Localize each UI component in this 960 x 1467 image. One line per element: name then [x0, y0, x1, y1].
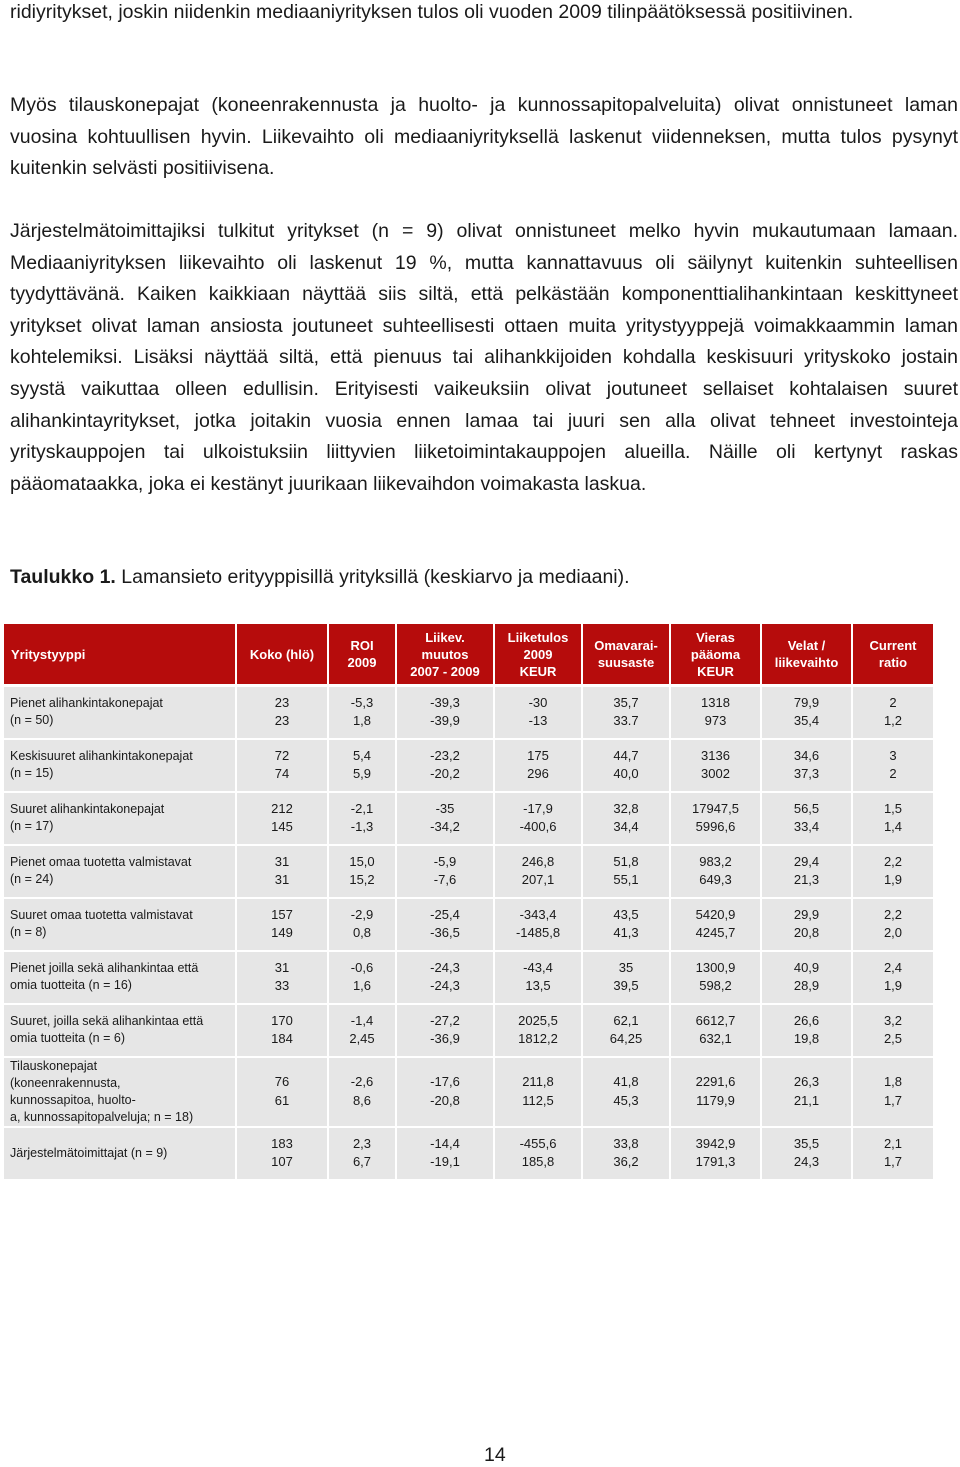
- value-cell: 15,0 15,2: [328, 845, 396, 898]
- company-type-cell: Tilauskonepajat (koneenrakennusta, kunnossapitoa, huolto- a, kunnossapitopalveluja; n = 18): [4, 1057, 236, 1127]
- value-cell: 3,2 2,5: [852, 1004, 934, 1057]
- results-table: [4, 624, 935, 1181]
- company-type-cell: Suuret, joilla sekä alihankintaa että omia tuotteita (n = 6): [4, 1004, 236, 1057]
- value-cell: 33,8 36,2: [582, 1127, 670, 1180]
- value-cell: 26,3 21,1: [761, 1057, 852, 1127]
- value-cell: 79,9 35,4: [761, 686, 852, 739]
- value-cell: -1,4 2,45: [328, 1004, 396, 1057]
- value-cell: 29,4 21,3: [761, 845, 852, 898]
- header-cell: Liikev. muutos 2007 - 2009: [396, 624, 494, 686]
- value-cell: -25,4 -36,5: [396, 898, 494, 951]
- value-cell: 31 31: [236, 845, 328, 898]
- value-cell: -2,1 -1,3: [328, 792, 396, 845]
- table-row: [4, 898, 934, 951]
- table-row: [4, 792, 934, 845]
- header-cell: Velat / liikevaihto: [761, 624, 852, 686]
- header-cell: Liiketulos 2009 KEUR: [494, 624, 582, 686]
- value-cell: 2291,6 1179,9: [670, 1057, 761, 1127]
- value-cell: -0,6 1,6: [328, 951, 396, 1004]
- value-cell: -14,4 -19,1: [396, 1127, 494, 1180]
- value-cell: 2,3 6,7: [328, 1127, 396, 1180]
- paragraph-2: Myös tilauskonepajat (koneenrakennusta ja huolto- ja kunnossapitopalveluita) olivat onnistuneet laman vuosina kohtuullisen hyvin. Liikevaihto oli mediaaniyrityksellä laskenut viidenneksen, mutta tulos pysynyt kuitenkin selvästi positiivisena.: [10, 94, 958, 180]
- value-cell: 35,5 24,3: [761, 1127, 852, 1180]
- value-cell: 62,1 64,25: [582, 1004, 670, 1057]
- value-cell: 44,7 40,0: [582, 739, 670, 792]
- header-cell: Koko (hlö): [236, 624, 328, 686]
- table-row: [4, 1004, 934, 1057]
- company-type-cell: Suuret omaa tuotetta valmistavat (n = 8): [4, 898, 236, 951]
- company-type-cell: Pienet joilla sekä alihankintaa että omia tuotteita (n = 16): [4, 951, 236, 1004]
- value-cell: 170 184: [236, 1004, 328, 1057]
- value-cell: 246,8 207,1: [494, 845, 582, 898]
- value-cell: 2025,5 1812,2: [494, 1004, 582, 1057]
- value-cell: -30 -13: [494, 686, 582, 739]
- value-cell: 3 2: [852, 739, 934, 792]
- value-cell: -23,2 -20,2: [396, 739, 494, 792]
- company-type-cell: Suuret alihankintakonepajat (n = 17): [4, 792, 236, 845]
- value-cell: -2,9 0,8: [328, 898, 396, 951]
- table-header-row: [4, 624, 934, 686]
- value-cell: 2,1 1,7: [852, 1127, 934, 1180]
- value-cell: 157 149: [236, 898, 328, 951]
- table-caption-text: Lamansieto erityyppisillä yrityksillä (keskiarvo ja mediaani).: [115, 566, 630, 588]
- table-row: [4, 739, 934, 792]
- value-cell: -27,2 -36,9: [396, 1004, 494, 1057]
- value-cell: -5,3 1,8: [328, 686, 396, 739]
- value-cell: 23 23: [236, 686, 328, 739]
- value-cell: -2,6 8,6: [328, 1057, 396, 1127]
- value-cell: 34,6 37,3: [761, 739, 852, 792]
- value-cell: 6612,7 632,1: [670, 1004, 761, 1057]
- value-cell: 175 296: [494, 739, 582, 792]
- company-type-cell: Pienet omaa tuotetta valmistavat (n = 24): [4, 845, 236, 898]
- paragraph-1: ridiyritykset, joskin niidenkin mediaaniyrityksen tulos oli vuoden 2009 tilinpäätöksessä positiivinen.: [10, 1, 854, 23]
- value-cell: 1318 973: [670, 686, 761, 739]
- table-row: [4, 1127, 934, 1180]
- value-cell: 2,2 1,9: [852, 845, 934, 898]
- value-cell: 56,5 33,4: [761, 792, 852, 845]
- value-cell: -35 -34,2: [396, 792, 494, 845]
- header-cell: Current ratio: [852, 624, 934, 686]
- value-cell: 29,9 20,8: [761, 898, 852, 951]
- value-cell: -5,9 -7,6: [396, 845, 494, 898]
- value-cell: 1,5 1,4: [852, 792, 934, 845]
- value-cell: 983,2 649,3: [670, 845, 761, 898]
- value-cell: -43,4 13,5: [494, 951, 582, 1004]
- header-cell: Vieras pääoma KEUR: [670, 624, 761, 686]
- results-table-wrapper: [4, 624, 934, 1181]
- value-cell: 31 33: [236, 951, 328, 1004]
- value-cell: 72 74: [236, 739, 328, 792]
- company-type-cell: Järjestelmätoimittajat (n = 9): [4, 1127, 236, 1180]
- header-cell: Yritystyyppi: [4, 624, 236, 686]
- value-cell: 1300,9 598,2: [670, 951, 761, 1004]
- value-cell: 1,8 1,7: [852, 1057, 934, 1127]
- value-cell: 183 107: [236, 1127, 328, 1180]
- value-cell: 3136 3002: [670, 739, 761, 792]
- table-row: [4, 686, 934, 739]
- value-cell: 2,2 2,0: [852, 898, 934, 951]
- value-cell: -39,3 -39,9: [396, 686, 494, 739]
- value-cell: -17,9 -400,6: [494, 792, 582, 845]
- value-cell: -24,3 -24,3: [396, 951, 494, 1004]
- value-cell: -455,6 185,8: [494, 1127, 582, 1180]
- value-cell: 211,8 112,5: [494, 1057, 582, 1127]
- page-number: 14: [484, 1444, 506, 1466]
- value-cell: 35,7 33.7: [582, 686, 670, 739]
- value-cell: 5,4 5,9: [328, 739, 396, 792]
- value-cell: 76 61: [236, 1057, 328, 1127]
- value-cell: 212 145: [236, 792, 328, 845]
- value-cell: 26,6 19,8: [761, 1004, 852, 1057]
- value-cell: 5420,9 4245,7: [670, 898, 761, 951]
- value-cell: 40,9 28,9: [761, 951, 852, 1004]
- table-row: [4, 951, 934, 1004]
- value-cell: -343,4 -1485,8: [494, 898, 582, 951]
- value-cell: -17,6 -20,8: [396, 1057, 494, 1127]
- value-cell: 35 39,5: [582, 951, 670, 1004]
- value-cell: 2 1,2: [852, 686, 934, 739]
- table-body: [4, 686, 934, 1180]
- value-cell: 51,8 55,1: [582, 845, 670, 898]
- value-cell: 41,8 45,3: [582, 1057, 670, 1127]
- table-row: [4, 1057, 934, 1127]
- paragraph-3: Järjestelmätoimittajiksi tulkitut yritykset (n = 9) olivat onnistuneet melko hyvin mukautumaan lamaan. Mediaaniyrityksen liikevaihto oli laskenut 19 %, mutta kannattavuus oli säilynyt kuitenkin suhteellisen tyydyttävänä. Kaiken kaikkiaan näyttää siis siltä, että pelkästään komponenttialihankintaan keskittyneet yritykset olivat laman ansiosta joutuneet suhteellisesti ottaen muita yritystyyppejä voimakkaammin laman kohtelemiksi. Lisäksi näyttää siltä, että pienuus tai alihankkijoiden kohdalla keskisuuri yrityskoko jostain syystä vaikuttaa olleen edullisin. Erityisesti vaikeuksiin olivat joutuneet sellaiset kohtalaisen suuret alihankintayritykset, jotka joitakin vuosia ennen lamaa tai juuri sen alla olivat tehneet investointeja yrityskauppojen tai ulkoistuksiin liittyvien liiketoimintakauppojen alueilla. Näille oli kertynyt raskas pääomataakka, joka ei kestänyt juurikaan liikevaihdon voimakasta laskua.: [10, 220, 958, 495]
- value-cell: 17947,5 5996,6: [670, 792, 761, 845]
- table-caption-label: Taulukko 1.: [10, 566, 116, 588]
- table-row: [4, 845, 934, 898]
- company-type-cell: Keskisuuret alihankintakonepajat (n = 15): [4, 739, 236, 792]
- value-cell: 32,8 34,4: [582, 792, 670, 845]
- value-cell: 2,4 1,9: [852, 951, 934, 1004]
- table-caption: [10, 562, 630, 593]
- header-cell: ROI 2009: [328, 624, 396, 686]
- header-cell: Omavarai- suusaste: [582, 624, 670, 686]
- value-cell: 3942,9 1791,3: [670, 1127, 761, 1180]
- company-type-cell: Pienet alihankintakonepajat (n = 50): [4, 686, 236, 739]
- value-cell: 43,5 41,3: [582, 898, 670, 951]
